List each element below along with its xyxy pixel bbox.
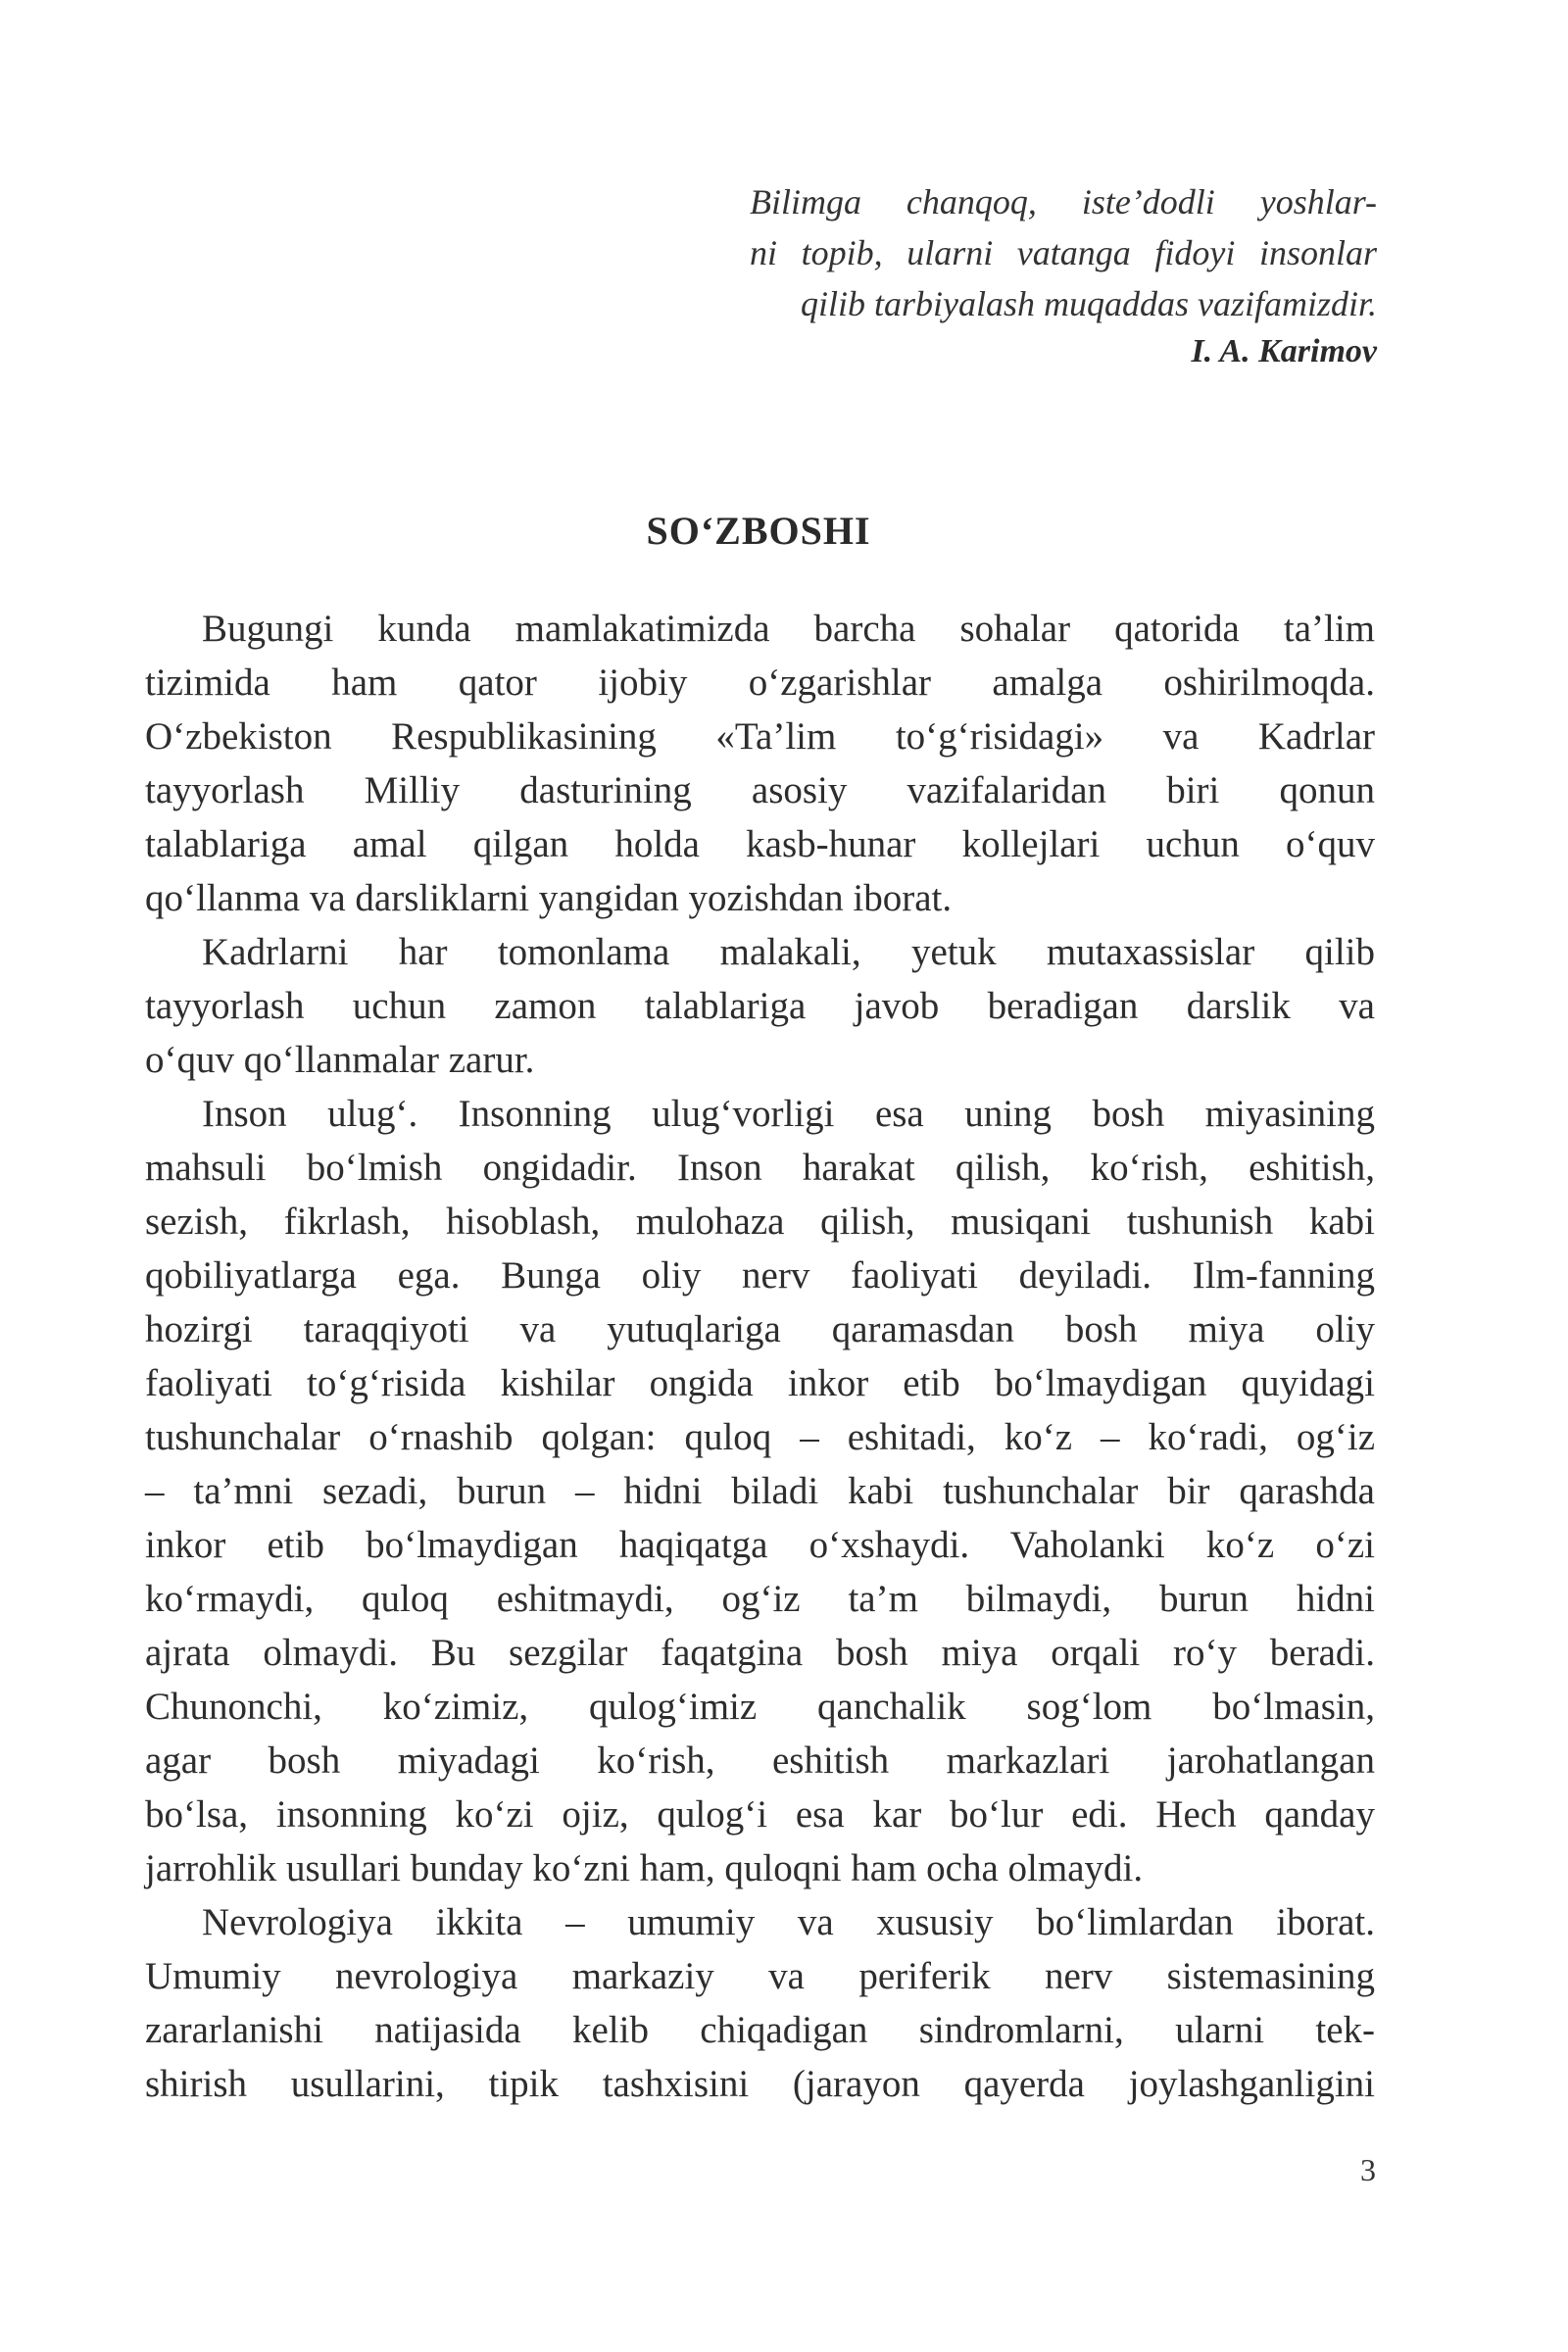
text-line: tizimida ham qator ijobiy o‘zgarishlar amalga oshirilmoqda. (145, 662, 1375, 704)
text-line: jarrohlik usullari bunday ko‘zni ham, quloqni ham ocha olmaydi. (145, 1847, 1144, 1889)
epigraph-author: I. A. Karimov (1191, 333, 1377, 369)
text-line: o‘quv qo‘llanmalar zarur. (145, 1039, 535, 1081)
text-line: tushunchalar o‘rnashib qolgan: quloq – eshitadi, ko‘z – ko‘radi, og‘iz (145, 1416, 1375, 1458)
text-line: – ta’mni sezadi, burun – hidni biladi kabi tushunchalar bir qarashda (145, 1470, 1375, 1512)
text-line: Chunonchi, ko‘zimiz, qulog‘imiz qanchalik sog‘lom bo‘lmasin, (145, 1686, 1375, 1728)
text-line: shirish usullarini, tipik tashxisini (jarayon qayerda joylashganligini (145, 2063, 1375, 2105)
text-line: Bugungi kunda mamlakatimizda barcha sohalar qatorida ta’lim (202, 608, 1375, 650)
paragraph (145, 1895, 1375, 2111)
section-heading: SO‘ZBOSHI (646, 509, 871, 553)
text-line: ajrata olmaydi. Bu sezgilar faqatgina bosh miya orqali ro‘y beradi. (145, 1632, 1375, 1674)
text-line: Nevrologiya ikkita – umumiy va xususiy bo‘limlardan iborat. (202, 1901, 1375, 1943)
text-line: O‘zbekiston Respublikasining «Ta’lim to‘g‘risidagi» va Kadrlar (145, 715, 1375, 758)
text-line: sezish, fikrlash, hisoblash, mulohaza qilish, musiqani tushunish kabi (145, 1200, 1375, 1243)
epigraph-line: qilib tarbiyalash muqaddas vazifamizdir. (800, 284, 1377, 323)
text-line: tayyorlash uchun zamon talablariga javob beradigan darslik va (145, 985, 1375, 1027)
body-text (145, 602, 1375, 2111)
paragraph (145, 602, 1375, 925)
text-line: faoliyati to‘g‘risida kishilar ongida inkor etib bo‘lmaydigan quyidagi (145, 1362, 1375, 1404)
epigraph-line: Bilimga chanqoq, iste’dodli yoshlar- (750, 182, 1377, 221)
text-line: Inson ulug‘. Insonning ulug‘vorligi esa uning bosh miyasining (202, 1093, 1375, 1135)
epigraph-line: ni topib, ularni vatanga fidoyi insonlar (750, 233, 1377, 272)
text-line: talablariga amal qilgan holda kasb-hunar kollejlari uchun o‘quv (145, 823, 1375, 865)
text-line: Kadrlarni har tomonlama malakali, yetuk mutaxassislar qilib (202, 931, 1375, 973)
text-line: bo‘lsa, insonning ko‘zi ojiz, qulog‘i esa kar bo‘lur edi. Hech qanday (145, 1793, 1375, 1836)
text-line: qobiliyatlarga ega. Bunga oliy nerv faoliyati deyiladi. Ilm-fanning (145, 1254, 1375, 1297)
text-line: qo‘llanma va darsliklarni yangidan yozishdan iborat. (145, 877, 953, 919)
paragraph (145, 1087, 1375, 1895)
text-line: Umumiy nevrologiya markaziy va periferik nerv sistemasining (145, 1955, 1375, 1997)
text-line: zararlanishi natijasida kelib chiqadigan sindromlarni, ularni tek- (145, 2009, 1375, 2051)
page-number: 3 (1360, 2152, 1376, 2187)
paragraph (145, 925, 1375, 1087)
text-line: ko‘rmaydi, quloq eshitmaydi, og‘iz ta’m bilmaydi, burun hidni (145, 1578, 1375, 1620)
text-line: agar bosh miyadagi ko‘rish, eshitish markazlari jarohatlangan (145, 1740, 1375, 1782)
epigraph (750, 176, 1377, 329)
text-line: inkor etib bo‘lmaydigan haqiqatga o‘xshaydi. Vaholanki ko‘z o‘zi (145, 1524, 1375, 1566)
text-line: hozirgi taraqqiyoti va yutuqlariga qaramasdan bosh miya oliy (145, 1308, 1375, 1350)
text-line: mahsuli bo‘lmish ongidadir. Inson harakat qilish, ko‘rish, eshitish, (145, 1147, 1375, 1189)
text-line: tayyorlash Milliy dasturining asosiy vazifalaridan biri qonun (145, 769, 1375, 811)
